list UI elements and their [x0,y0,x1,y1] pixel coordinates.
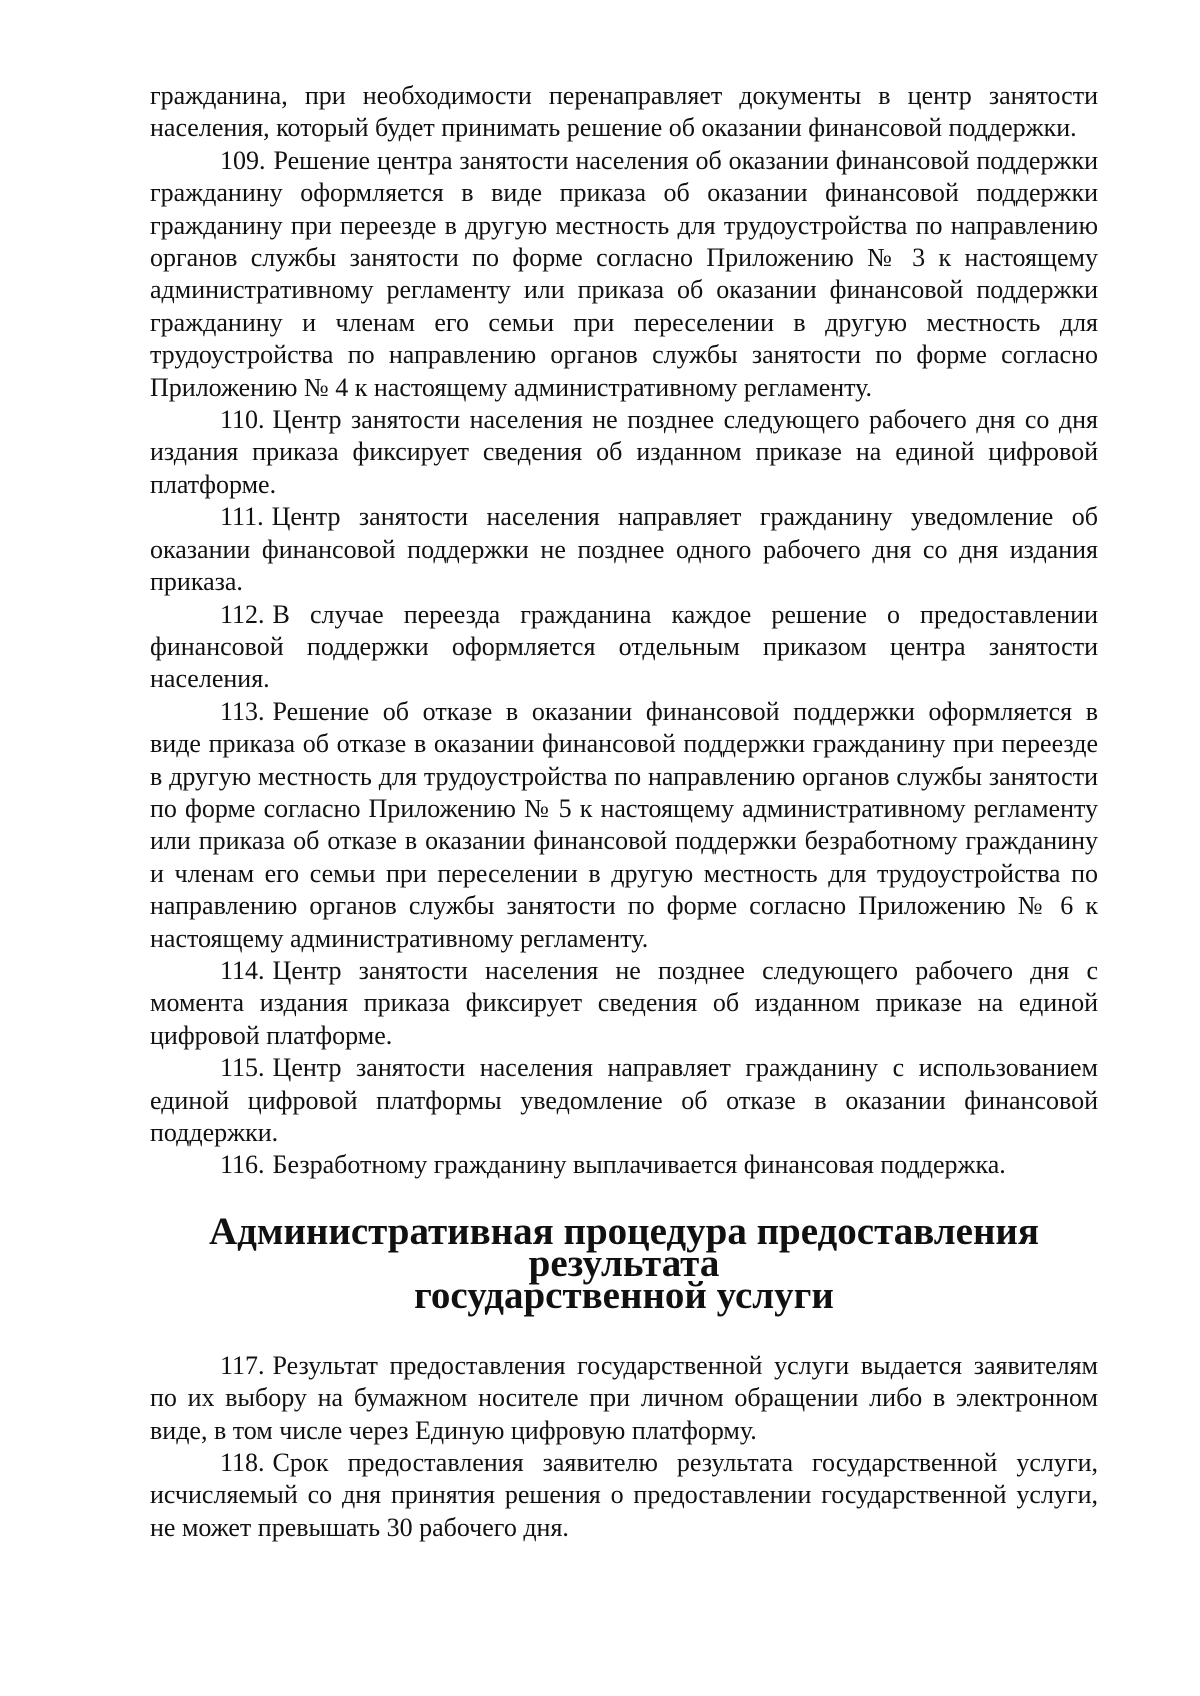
paragraph-117 [150,1350,1098,1447]
paragraph-109 [150,145,1098,404]
paragraph-116 [150,1149,1098,1181]
paragraph-text: Срок предоставления заявителю результата государственной услуги, исчисляемый со дня принятия решения о предоставлении государственной услуги, не может превышать 30 рабочего дня. [150,1448,1098,1542]
paragraph-number: 118. [220,1448,265,1478]
section-heading-line-2: государственной услуги [414,1273,834,1317]
paragraph-111 [150,501,1098,598]
paragraph-text: Безработному гражданину выплачивается финансовая поддержка. [272,1150,1006,1180]
document-body [150,80,1098,1544]
paragraph-number: 117. [220,1350,265,1380]
paragraph-110 [150,404,1098,501]
paragraph-text: Результат предоставления государственной услуги выдается заявителям по их выбору на бумажном носителе при личном обращении либо в электронном виде, в том числе через Единую цифровую платформу. [150,1350,1098,1445]
paragraph-text: Решение об отказе в оказании финансовой поддержки оформляется в виде приказа об отказе в оказании финансовой поддержки гражданину при переезде в другую местность для трудоустройства по направлению органов службы занятости по форме согласно Приложению № 5 к настоящему административному регламенту или приказа об отказе в оказании финансовой поддержки безработному гражданину и членам его семьи при переселении в другую местность для трудоустройства по направлению органов службы занятости по форме согласно Приложению № 6 к настоящему административному регламенту. [150,696,1098,953]
paragraph-number: 112. [220,599,265,629]
paragraph-115 [150,1052,1098,1149]
paragraph-text: Центр занятости населения направляет гражданину уведомление об оказании финансовой поддержки не позднее одного рабочего дня со дня издания приказа. [150,502,1098,597]
paragraph-number: 110. [220,405,265,435]
paragraph-text: Решение центра занятости населения об оказании финансовой поддержки гражданину оформляется в виде приказа об оказании финансовой поддержки гражданину при переезде в другую местность для трудоустройства по направлению органов службы занятости по форме согласно Приложению № 3 к настоящему административному регламенту или приказа об оказании финансовой поддержки гражданину и членам его семьи при переселении в другую местность для трудоустройства по направлению органов службы занятости по форме согласно Приложению № 4 к настоящему административному регламенту. [150,145,1098,402]
intro-paragraph: гражданина, при необходимости перенаправляет документы в центр занятости населения, который будет принимать решение об оказании финансовой поддержки. [150,81,1098,143]
paragraph-number: 111. [220,502,264,532]
paragraph-text: Центр занятости населения направляет гражданину с использованием единой цифровой платформы уведомление об отказе в оказании финансовой поддержки. [150,1053,1098,1147]
paragraph-112 [150,599,1098,696]
paragraph-118 [150,1447,1098,1544]
paragraph-text: Центр занятости населения не позднее следующего рабочего дня с момента издания приказа фиксирует сведения об изданном приказе на единой цифровой платформе. [150,955,1098,1050]
paragraph-number: 113. [220,696,265,726]
paragraph-113 [150,696,1098,955]
paragraph-114 [150,955,1098,1052]
paragraph-number: 109. [220,145,266,175]
paragraph-number: 114. [220,955,265,985]
paragraph-number: 116. [220,1150,265,1180]
paragraph-text: В случае переезда гражданина каждое решение о предоставлении финансовой поддержки оформляется отдельным приказом центра занятости населения. [150,599,1098,694]
paragraph-number: 115. [220,1053,265,1083]
section-heading-line-1: Административная процедура предоставления результата [208,1209,1039,1285]
section-heading [150,1209,1098,1317]
paragraph-text: Центр занятости населения не позднее следующего рабочего дня со дня издания приказа фиксирует сведения об изданном приказе на единой цифровой платформе. [150,405,1098,499]
